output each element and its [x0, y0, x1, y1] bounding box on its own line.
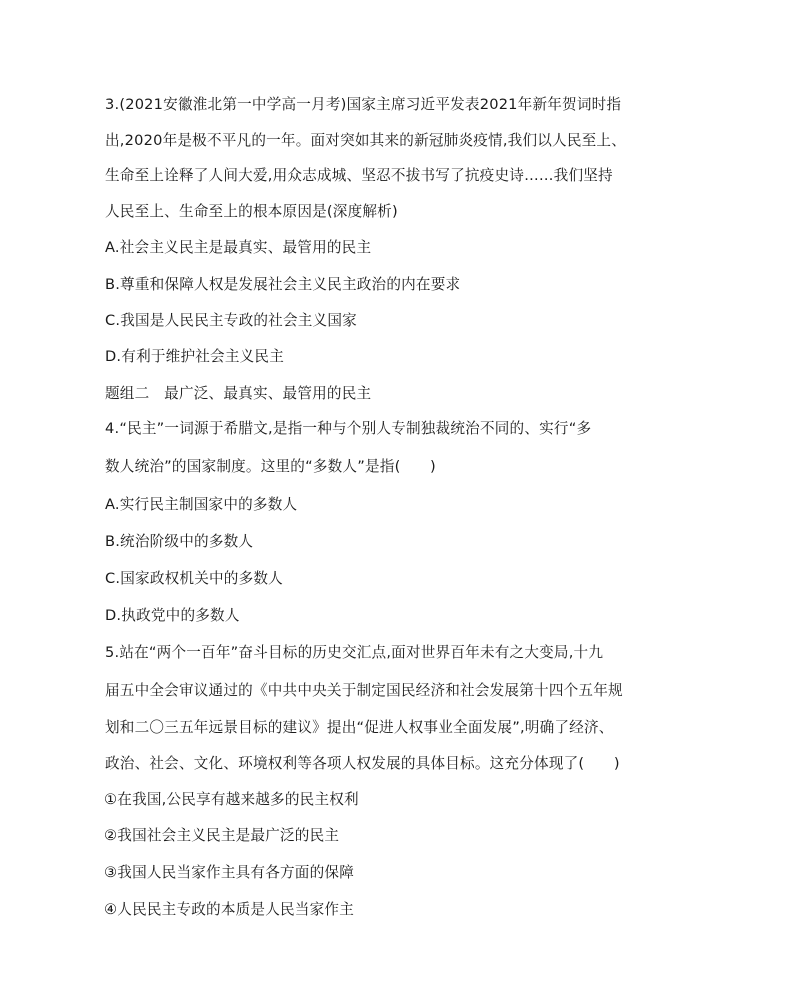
q3-option-c: C.我国是人民民主专政的社会主义国家 [105, 312, 357, 329]
q4-option-d: D.执政党中的多数人 [105, 607, 240, 624]
q5-line-1: 5.站在“两个一百年”奋斗目标的历史交汇点,面对世界百年未有之大变局,十九 [105, 644, 604, 661]
q4-line-1: 4.“民主”一词源于希腊文,是指一种与个别人专制独裁统治不同的、实行“多 [105, 420, 592, 437]
q3-option-a: A.社会主义民主是最真实、最管用的民主 [105, 239, 372, 256]
q5-line-4: 政治、社会、文化、环境权利等各项人权发展的具体目标。这充分体现了( ) [105, 755, 620, 772]
group-2-title: 题组二 最广泛、最真实、最管用的民主 [105, 385, 372, 402]
q4-option-c: C.国家政权机关中的多数人 [105, 570, 283, 587]
q5-item-3: ③我国人民当家作主具有各方面的保障 [104, 864, 354, 881]
q5-item-4: ④人民民主专政的本质是人民当家作主 [104, 901, 354, 918]
q5-item-1: ①在我国,公民享有越来越多的民主权利 [104, 791, 359, 808]
q3-line-4: 人民至上、生命至上的根本原因是(深度解析) [105, 203, 398, 220]
q4-line-2: 数人统治”的国家制度。这里的“多数人”是指( ) [105, 458, 436, 475]
q3-line-2: 出,2020年是极不平凡的一年。面对突如其来的新冠肺炎疫情,我们以人民至上、 [105, 132, 627, 149]
q5-line-2: 届五中全会审议通过的《中共中央关于制定国民经济和社会发展第十四个五年规 [105, 682, 623, 699]
q3-option-d: D.有利于维护社会主义民主 [105, 348, 285, 365]
q4-option-b: B.统治阶级中的多数人 [105, 533, 254, 550]
q3-option-b: B.尊重和保障人权是发展社会主义民主政治的内在要求 [105, 276, 461, 293]
q4-option-a: A.实行民主制国家中的多数人 [105, 496, 298, 513]
q5-line-3: 划和二〇三五年远景目标的建议》提出“促进人权事业全面发展”,明确了经济、 [105, 719, 614, 736]
q5-item-2: ②我国社会主义民主是最广泛的民主 [104, 827, 340, 844]
q3-line-1: 3.(2021安徽淮北第一中学高一月考)国家主席习近平发表2021年新年贺词时指 [105, 96, 622, 113]
q3-line-3: 生命至上诠释了人间大爱,用众志成城、坚忍不拔书写了抗疫史诗……我们坚持 [105, 167, 613, 184]
